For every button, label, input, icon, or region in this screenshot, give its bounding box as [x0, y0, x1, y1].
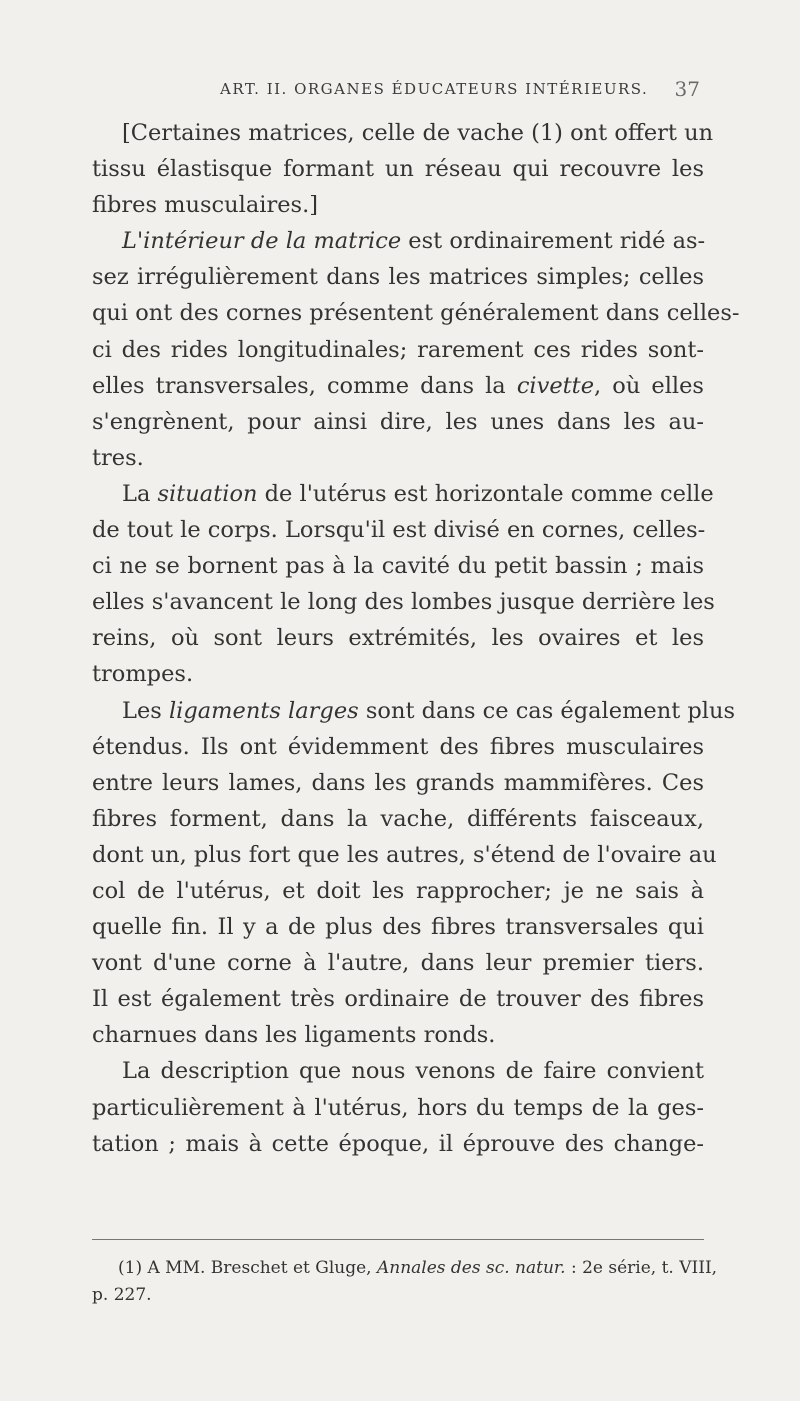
footnote-line: p. 227.	[92, 1285, 152, 1305]
text-line: charnues dans les ligaments ronds.	[92, 1022, 496, 1049]
text-line: [Certaines matrices, celle de vache (1) ont offert un	[122, 120, 714, 146]
footnote-rule	[92, 1239, 704, 1240]
text-line: vont d'une corne à l'autre, dans leur premier tiers.	[92, 950, 704, 977]
text-line: elles s'avancent le long des lombes jusque derrière les	[92, 589, 715, 616]
text-line: tissu élastisque formant un réseau qui recouvre les	[92, 156, 704, 183]
page-number: 37	[674, 77, 700, 101]
text-line: L'intérieur de la matrice est ordinairement ridé as-	[122, 228, 706, 255]
text-line: reins, où sont leurs extrémités, les ovaires et les	[92, 625, 704, 652]
text-line: La situation de l'utérus est horizontale comme celle	[122, 480, 714, 507]
text-line: trompes.	[92, 661, 194, 688]
text-line: ci ne se bornent pas à la cavité du petit bassin ; mais	[92, 553, 704, 580]
body-text	[92, 115, 740, 1162]
text-line: particulièrement à l'utérus, hors du temps de la ges-	[92, 1094, 704, 1121]
running-header	[0, 77, 800, 110]
text-line: fibres forment, dans la vache, différents faisceaux,	[92, 805, 704, 832]
text-line: étendus. Ils ont évidemment des fibres musculaires	[92, 733, 704, 760]
text-line: de tout le corps. Lorsqu'il est divisé en cornes, celles-	[92, 517, 706, 544]
text-line: ci des rides longitudinales; rarement ces rides sont-	[92, 336, 704, 363]
text-line: entre leurs lames, dans les grands mammifères. Ces	[92, 769, 704, 796]
text-line: dont un, plus fort que les autres, s'étend de l'ovaire au	[92, 841, 717, 868]
text-line: sez irrégulièrement dans les matrices simples; celles	[92, 264, 704, 291]
text-line: s'engrènent, pour ainsi dire, les unes dans les au-	[92, 408, 704, 435]
text-line: Il est également très ordinaire de trouver des fibres	[92, 986, 704, 1013]
text-line: fibres musculaires.]	[92, 192, 318, 219]
footnote-line: (1) A MM. Breschet et Gluge, Annales des sc. natur. : 2e série, t. VIII,	[118, 1258, 718, 1278]
text-line: elles transversales, comme dans la civette, où elles	[92, 372, 704, 399]
text-line: quelle fin. Il y a de plus des fibres transversales qui	[92, 914, 704, 941]
text-line: La description que nous venons de faire convient	[122, 1058, 704, 1085]
text-line: tres.	[92, 444, 144, 471]
text-line: Les ligaments larges sont dans ce cas également plus	[122, 697, 736, 724]
running-title: ART. II. ORGANES ÉDUCATEURS INTÉRIEURS.	[220, 80, 649, 98]
text-line: tation ; mais à cette époque, il éprouve des change-	[92, 1130, 704, 1157]
text-line: col de l'utérus, et doit les rapprocher; je ne sais à	[92, 877, 704, 904]
text-line: qui ont des cornes présentent généralement dans celles-	[92, 300, 740, 327]
footnote	[92, 1255, 718, 1309]
